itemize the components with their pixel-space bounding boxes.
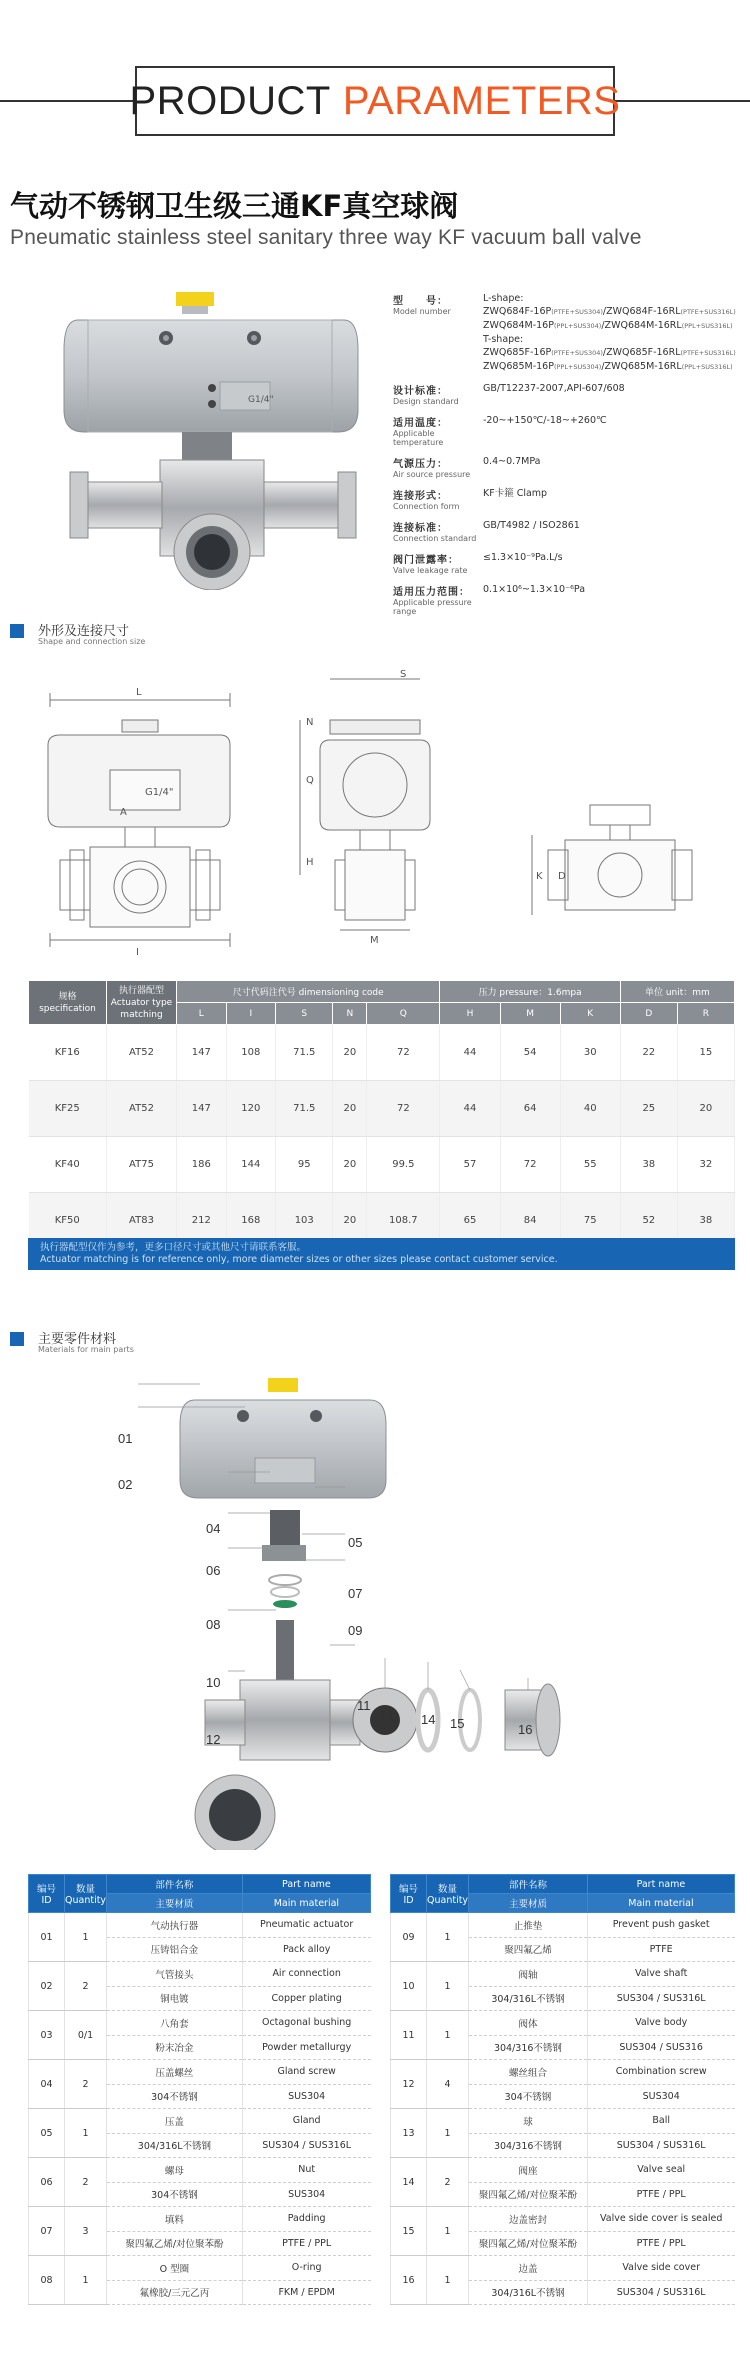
part-name-en: Combination screw (587, 2060, 734, 2085)
col-qty: 数量 Quantity (427, 1875, 469, 1913)
part-label-14: 14 (421, 1712, 436, 1727)
part-name-cn: 阀座 (469, 2158, 588, 2183)
part-name-cn: 填料 (107, 2207, 243, 2232)
material-en: PTFE / PPL (587, 2231, 734, 2256)
spec-label-cn: 设计标准： (393, 386, 448, 397)
material-en: PTFE / PPL (242, 2231, 370, 2256)
table-cell: 54 (500, 1025, 560, 1081)
col-n: N (333, 1003, 367, 1025)
table-row (391, 1913, 735, 1938)
table-cell: 72 (367, 1025, 440, 1081)
part-id: 11 (391, 2011, 427, 2060)
material-cn: 304/316不锈钢 (469, 2133, 588, 2158)
table-row (391, 2256, 735, 2281)
col-material-en: Main material (587, 1894, 734, 1913)
port-label: G1/4" (248, 395, 274, 405)
note-cn: 执行器配型仅作为参考，更多口径尺寸或其他尺寸请联系客服。 (40, 1242, 307, 1253)
part-id: 02 (29, 1962, 65, 2011)
col-qty: 数量 Quantity (65, 1875, 107, 1913)
spec-label-en: Valve leakage rate (393, 566, 468, 575)
table-cell: 20 (333, 1137, 367, 1193)
part-name-en: Octagonal bushing (242, 2011, 370, 2036)
material-en: PTFE / PPL (587, 2182, 734, 2207)
col-i: I (226, 1003, 276, 1025)
table-cell: 30 (560, 1025, 620, 1081)
part-id: 04 (29, 2060, 65, 2109)
table-cell: 120 (226, 1081, 276, 1137)
spec-value: 0.4~0.7MPa (483, 456, 541, 467)
col-q: Q (367, 1003, 440, 1025)
note-en: Actuator matching is for reference only, more diameter sizes or other sizes please contact customer service. (40, 1254, 558, 1265)
spec-label-en: Air source pressure (393, 470, 471, 479)
dim-label-M: M (370, 935, 379, 946)
part-name-cn: 八角套 (107, 2011, 243, 2036)
model-line-note: (PPL+SUS304) (553, 363, 602, 371)
spec-label-cn: 连接形式： (393, 491, 448, 502)
spec-model-values (483, 292, 743, 374)
table-cell: 147 (177, 1025, 227, 1081)
table-row (29, 2011, 371, 2036)
spec-row (393, 414, 743, 447)
dim-label-S: S (400, 669, 407, 680)
table-cell: 20 (333, 1081, 367, 1137)
dim-label-K: K (536, 871, 543, 882)
materials-table-right (390, 1874, 735, 2305)
spec-label-en: Model number (393, 307, 451, 316)
header-title-box (129, 66, 621, 136)
spec-value: -20~+150℃/-18~+260℃ (483, 415, 607, 426)
table-cell: AT75 (107, 1137, 177, 1193)
part-qty: 0/1 (65, 2011, 107, 2060)
spec-value: ≤1.3×10⁻⁹Pa.L/s (483, 552, 563, 563)
part-label-02: 02 (118, 1477, 133, 1492)
part-qty: 2 (427, 2158, 469, 2207)
dimension-note (28, 1238, 735, 1270)
table-cell: KF50 (29, 1193, 107, 1249)
page-header (0, 0, 750, 200)
part-name-en: Valve side cover (587, 2256, 734, 2281)
model-line: ZWQ684F-16P (483, 306, 552, 317)
dimension-table (28, 980, 735, 1249)
material-cn: 氟橡胶/三元乙丙 (107, 2280, 243, 2305)
model-line: /ZWQ685F-16RL (602, 347, 681, 358)
table-cell: KF40 (29, 1137, 107, 1193)
table-row (391, 2109, 735, 2134)
table-cell: 20 (677, 1081, 734, 1137)
table-row (29, 1913, 371, 1938)
table-cell: 186 (177, 1137, 227, 1193)
spec-label-en: Applicable temperature (393, 429, 444, 447)
spec-label-en: Applicable pressure range (393, 598, 472, 616)
model-line: /ZWQ684F-16RL (602, 306, 681, 317)
section-title-cn: 主要零件材料 (38, 1332, 117, 1347)
spec-rows (393, 382, 743, 616)
part-name-en: Valve side cover is sealed (587, 2207, 734, 2232)
model-line: ZWQ685F-16P (483, 347, 552, 358)
header-word-parameters: PARAMETERS (342, 78, 621, 123)
spec-value: GB/T4982 / ISO2861 (483, 520, 580, 531)
material-cn: 304不锈钢 (107, 2182, 243, 2207)
table-cell: 25 (620, 1081, 677, 1137)
material-cn: 304/316L不锈钢 (469, 2280, 588, 2305)
spec-label-cn: 适用压力范围： (393, 587, 470, 598)
part-label-04: 04 (206, 1521, 221, 1536)
spec-row (393, 519, 743, 543)
material-en: SUS304 (587, 2084, 734, 2109)
col-part-name-cn: 部件名称 (469, 1875, 588, 1894)
table-row (391, 2060, 735, 2085)
part-id: 01 (29, 1913, 65, 1962)
col-dim-code: 尺寸代码注代号 dimensioning code (177, 981, 440, 1003)
table-cell: 44 (440, 1025, 500, 1081)
part-qty: 1 (427, 1962, 469, 2011)
spec-label-cn: 气源压力： (393, 459, 448, 470)
part-name-en: Valve seal (587, 2158, 734, 2183)
material-cn: 聚四氟乙烯 (469, 1937, 588, 1962)
material-en: SUS304 / SUS316L (587, 1986, 734, 2011)
part-label-13: 13 (378, 1708, 393, 1723)
material-en: SUS304 (242, 2084, 370, 2109)
part-name-cn: 阀体 (469, 2011, 588, 2036)
part-name-cn: 阀轴 (469, 1962, 588, 1987)
part-name-cn: 气动执行器 (107, 1913, 243, 1938)
part-id: 09 (391, 1913, 427, 1962)
dim-label-L: L (136, 687, 142, 698)
part-id: 14 (391, 2158, 427, 2207)
dim-label-D: D (558, 871, 566, 882)
table-row (29, 2207, 371, 2232)
spec-label-en: Design standard (393, 397, 459, 406)
part-qty: 3 (65, 2207, 107, 2256)
table-cell: 64 (500, 1081, 560, 1137)
spec-list (393, 292, 743, 624)
table-cell: 147 (177, 1081, 227, 1137)
table-row (29, 1962, 371, 1987)
part-id: 15 (391, 2207, 427, 2256)
material-cn: 铜电镀 (107, 1986, 243, 2011)
part-name-en: Valve shaft (587, 1962, 734, 1987)
part-name-en: Air connection (242, 1962, 370, 1987)
model-line: L-shape: (483, 293, 524, 304)
part-label-07: 07 (348, 1586, 363, 1601)
table-cell: 84 (500, 1193, 560, 1249)
section-title-cn: 外形及连接尺寸 (38, 624, 130, 639)
table-cell: 40 (560, 1081, 620, 1137)
col-s: S (276, 1003, 333, 1025)
table-cell: AT83 (107, 1193, 177, 1249)
spec-value: KF卡箍 Clamp (483, 488, 548, 499)
spec-label-cn: 适用温度： (393, 418, 448, 429)
col-l: L (177, 1003, 227, 1025)
part-label-08: 08 (206, 1617, 221, 1632)
dim-label-N: N (306, 717, 314, 728)
model-line: T-shape: (483, 334, 524, 345)
table-cell: AT52 (107, 1025, 177, 1081)
product-illustration (60, 290, 370, 590)
table-cell: 168 (226, 1193, 276, 1249)
table-cell: 72 (500, 1137, 560, 1193)
table-cell: KF16 (29, 1025, 107, 1081)
table-cell: 55 (560, 1137, 620, 1193)
material-cn: 聚四氟乙烯/对位聚苯酚 (469, 2182, 588, 2207)
section-title-en: Materials for main parts (38, 1345, 134, 1354)
model-line: /ZWQ685M-16RL (601, 361, 682, 372)
material-en: PTFE (587, 1937, 734, 1962)
spec-label-en: Connection standard (393, 534, 477, 543)
part-label-06: 06 (206, 1563, 221, 1578)
table-row (29, 2158, 371, 2183)
table-row (29, 1137, 735, 1193)
exploded-view (0, 1370, 750, 1850)
col-material-cn: 主要材质 (107, 1894, 243, 1913)
part-name-cn: 气管接头 (107, 1962, 243, 1987)
part-name-cn: 止推垫 (469, 1913, 588, 1938)
col-part-name-cn: 部件名称 (107, 1875, 243, 1894)
part-name-en: Nut (242, 2158, 370, 2183)
table-cell: 57 (440, 1137, 500, 1193)
part-name-cn: O 型圈 (107, 2256, 243, 2281)
model-line-note: (PPL+SUS304) (553, 322, 602, 330)
part-label-12: 12 (206, 1732, 221, 1747)
material-en: FKM / EPDM (242, 2280, 370, 2305)
table-cell: KF25 (29, 1081, 107, 1137)
material-cn: 聚四氟乙烯/对位聚苯酚 (107, 2231, 243, 2256)
part-name-en: Ball (587, 2109, 734, 2134)
section-marker-icon (10, 624, 24, 638)
col-h: H (440, 1003, 500, 1025)
part-name-en: Gland screw (242, 2060, 370, 2085)
dimension-drawings (0, 665, 750, 965)
dim-label-Q: Q (306, 775, 314, 786)
material-cn: 304/316L不锈钢 (469, 1986, 588, 2011)
table-row (29, 2256, 371, 2281)
model-line-note: (PTFE+SUS304) (551, 308, 603, 316)
col-k: K (560, 1003, 620, 1025)
material-en: SUS304 / SUS316L (587, 2133, 734, 2158)
table-cell: 65 (440, 1193, 500, 1249)
part-qty: 1 (65, 1913, 107, 1962)
part-name-cn: 螺丝组合 (469, 2060, 588, 2085)
part-qty: 1 (65, 2256, 107, 2305)
material-cn: 304不锈钢 (469, 2084, 588, 2109)
model-line-note: (PPL+SUS316L) (681, 363, 733, 371)
part-name-en: Prevent push gasket (587, 1913, 734, 1938)
part-qty: 1 (427, 2207, 469, 2256)
part-qty: 1 (427, 2109, 469, 2158)
col-material-cn: 主要材质 (469, 1894, 588, 1913)
col-pressure: 压力 pressure：1.6mpa (440, 981, 620, 1003)
table-cell: 38 (677, 1193, 734, 1249)
table-cell: 22 (620, 1025, 677, 1081)
material-cn: 304/316L不锈钢 (107, 2133, 243, 2158)
part-id: 10 (391, 1962, 427, 2011)
part-label-15: 15 (450, 1716, 465, 1731)
dim-label-I: I (136, 947, 139, 958)
part-label-16: 16 (518, 1722, 533, 1737)
col-d: D (620, 1003, 677, 1025)
table-row (29, 2060, 371, 2085)
table-cell: 144 (226, 1137, 276, 1193)
material-en: Copper plating (242, 1986, 370, 2011)
part-name-cn: 边盖 (469, 2256, 588, 2281)
table-cell: 99.5 (367, 1137, 440, 1193)
part-name-en: Padding (242, 2207, 370, 2232)
spec-row (393, 583, 743, 616)
spec-label-cn: 连接标准： (393, 523, 448, 534)
model-line-note: (PTFE+SUS316L) (680, 308, 736, 316)
part-name-cn: 螺母 (107, 2158, 243, 2183)
part-name-cn: 压盖 (107, 2109, 243, 2134)
materials-table-left (28, 1874, 371, 2305)
model-line: /ZWQ684M-16RL (601, 320, 682, 331)
spec-label-cn: 阀门泄露率： (393, 555, 459, 566)
spec-row (393, 455, 743, 479)
table-cell: 71.5 (276, 1025, 333, 1081)
col-id: 编号 ID (391, 1875, 427, 1913)
table-row (391, 2158, 735, 2183)
part-qty: 2 (65, 1962, 107, 2011)
spec-label-cn: 型 号： (393, 296, 448, 307)
part-qty: 1 (427, 1913, 469, 1962)
spec-row (393, 382, 743, 406)
part-name-en: Gland (242, 2109, 370, 2134)
part-id: 03 (29, 2011, 65, 2060)
part-qty: 1 (65, 2109, 107, 2158)
part-id: 13 (391, 2109, 427, 2158)
table-cell: 212 (177, 1193, 227, 1249)
material-en: Powder metallurgy (242, 2035, 370, 2060)
table-row (29, 1025, 735, 1081)
table-cell: 20 (333, 1193, 367, 1249)
position-indicator-icon (176, 292, 214, 306)
part-id: 05 (29, 2109, 65, 2158)
material-en: SUS304 (242, 2182, 370, 2207)
pneumatic-actuator (64, 320, 358, 432)
table-cell: 38 (620, 1137, 677, 1193)
model-line-note: (PPL+SUS316L) (681, 322, 733, 330)
table-cell: 52 (620, 1193, 677, 1249)
table-row (29, 2109, 371, 2134)
col-part-name-en: Part name (587, 1875, 734, 1894)
part-name-cn: 边盖密封 (469, 2207, 588, 2232)
material-cn: 压铸铝合金 (107, 1937, 243, 1962)
spec-value: 0.1×10⁶~1.3×10⁻⁶Pa (483, 584, 586, 595)
part-qty: 4 (427, 2060, 469, 2109)
header-rule-left (0, 100, 135, 102)
part-qty: 2 (65, 2060, 107, 2109)
model-line: ZWQ684M-16P (483, 320, 554, 331)
col-m: M (500, 1003, 560, 1025)
table-cell: 15 (677, 1025, 734, 1081)
table-cell: 72 (367, 1081, 440, 1137)
spec-row (393, 487, 743, 511)
part-qty: 1 (427, 2256, 469, 2305)
table-cell: AT52 (107, 1081, 177, 1137)
model-line-note: (PTFE+SUS304) (551, 349, 603, 357)
spec-label-en: Connection form (393, 502, 460, 511)
material-en: SUS304 / SUS316L (242, 2133, 370, 2158)
part-id: 16 (391, 2256, 427, 2305)
part-id: 12 (391, 2060, 427, 2109)
part-label-10: 10 (206, 1675, 221, 1690)
material-en: SUS304 / SUS316 (587, 2035, 734, 2060)
part-name-en: Valve body (587, 2011, 734, 2036)
table-row (391, 2207, 735, 2232)
part-label-01: 01 (118, 1431, 133, 1446)
spec-row (393, 551, 743, 575)
table-cell: 108.7 (367, 1193, 440, 1249)
part-label-05: 05 (348, 1535, 363, 1550)
model-line: ZWQ685M-16P (483, 361, 554, 372)
part-id: 06 (29, 2158, 65, 2207)
dim-label-H: H (306, 857, 314, 868)
part-name-cn: 压盖螺丝 (107, 2060, 243, 2085)
part-qty: 2 (65, 2158, 107, 2207)
material-cn: 聚四氟乙烯/对位聚苯酚 (469, 2231, 588, 2256)
dim-label-A: A (120, 807, 127, 818)
table-cell: 75 (560, 1193, 620, 1249)
part-name-en: Pneumatic actuator (242, 1913, 370, 1938)
section-marker-icon (10, 1332, 24, 1346)
table-cell: 108 (226, 1025, 276, 1081)
part-label-09: 09 (348, 1623, 363, 1638)
material-en: Pack alloy (242, 1937, 370, 1962)
col-material-en: Main material (242, 1894, 370, 1913)
section-title-en: Shape and connection size (38, 637, 146, 646)
table-row (391, 2011, 735, 2036)
table-cell: 20 (333, 1025, 367, 1081)
table-cell: 32 (677, 1137, 734, 1193)
part-name-en: O-ring (242, 2256, 370, 2281)
col-part-name-en: Part name (242, 1875, 370, 1894)
spec-row-model (393, 292, 743, 374)
material-en: SUS304 / SUS316L (587, 2280, 734, 2305)
col-actuator: 执行器配型 Actuator type matching (107, 981, 177, 1025)
part-id: 08 (29, 2256, 65, 2305)
col-spec: 规格 specification (29, 981, 107, 1025)
material-cn: 304/316不锈钢 (469, 2035, 588, 2060)
part-name-cn: 球 (469, 2109, 588, 2134)
model-line-note: (PTFE+SUS316L) (680, 349, 736, 357)
table-cell: 103 (276, 1193, 333, 1249)
part-label-11: 11 (357, 1698, 371, 1713)
header-rule-right (615, 100, 750, 102)
material-cn: 粉末冶金 (107, 2035, 243, 2060)
col-r: R (677, 1003, 734, 1025)
table-cell: 71.5 (276, 1081, 333, 1137)
part-id: 07 (29, 2207, 65, 2256)
material-cn: 304不锈钢 (107, 2084, 243, 2109)
product-title-cn: 气动不锈钢卫生级三通KF真空球阀 (10, 189, 459, 223)
table-cell: 95 (276, 1137, 333, 1193)
table-row (391, 1962, 735, 1987)
spec-value: GB/T12237-2007,API-607/608 (483, 383, 625, 394)
table-row (29, 1081, 735, 1137)
part-qty: 1 (427, 2011, 469, 2060)
col-id: 编号 ID (29, 1875, 65, 1913)
col-unit: 单位 unit：mm (620, 981, 734, 1003)
header-word-product: PRODUCT (129, 78, 331, 123)
dim-port-label: G1/4" (145, 787, 174, 798)
table-cell: 44 (440, 1081, 500, 1137)
product-title-en: Pneumatic stainless steel sanitary three way KF vacuum ball valve (10, 226, 642, 249)
